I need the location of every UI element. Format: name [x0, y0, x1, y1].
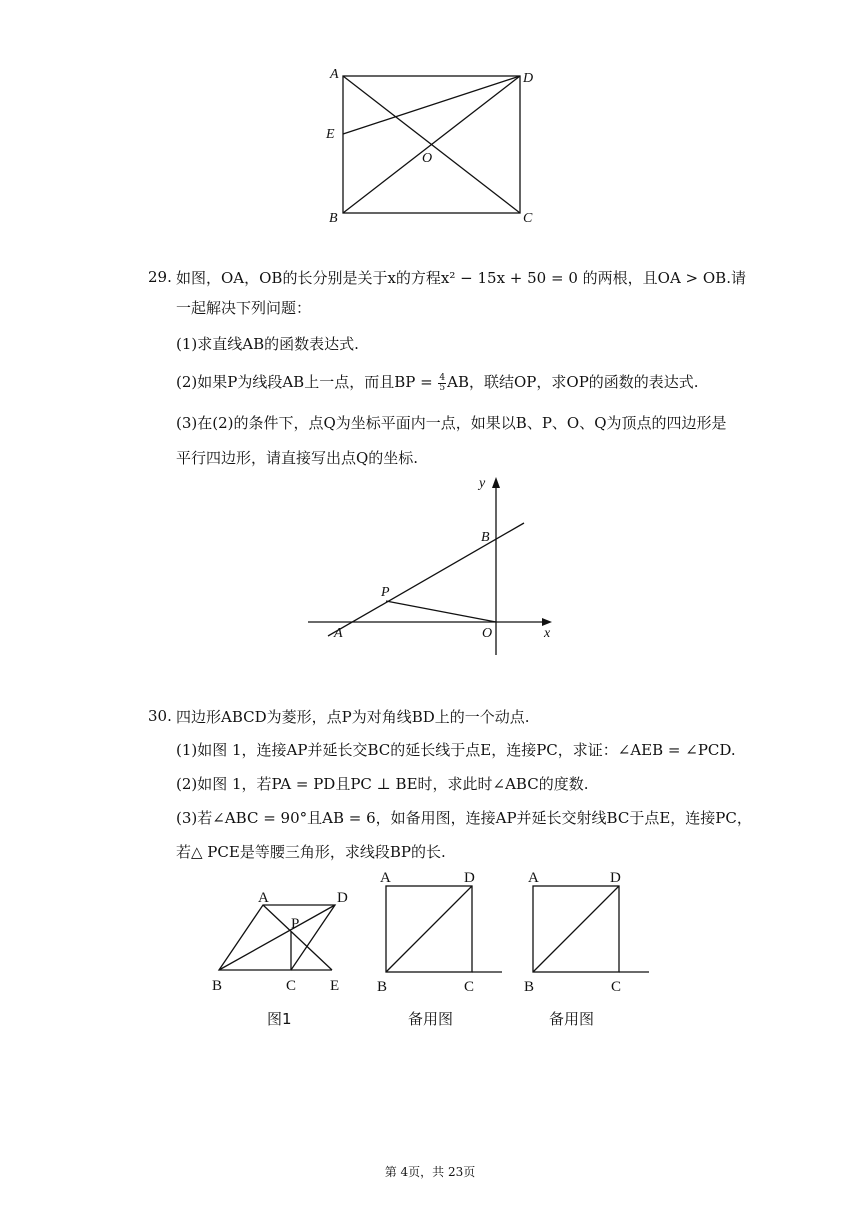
label-b: B — [212, 978, 223, 994]
problem-30-part2: (2)如图 1，若PA = PD且PC ⊥ BE时，求此时∠ABC的度数. — [176, 775, 589, 793]
label-p: P — [381, 585, 390, 600]
fraction-numerator: 4 — [439, 372, 446, 383]
problem-29-part2-after: AB，联结OP，求OP的函数的表达式. — [447, 373, 699, 391]
figure-1-rhombus — [205, 880, 365, 1000]
label-d: D — [337, 890, 348, 906]
diagonal-bd — [533, 886, 619, 972]
problem-30-intro: 四边形ABCD为菱形，点P为对角线BD上的一个动点. — [176, 708, 530, 726]
label-b: B — [524, 979, 535, 995]
label-a: A — [258, 890, 269, 906]
line-ab — [328, 523, 524, 636]
diagonal-bd — [386, 886, 472, 972]
problem-29-part3-line1: (3)在(2)的条件下，点Q为坐标平面内一点，如果以B、P、O、Q为顶点的四边形是 — [176, 414, 727, 432]
label-c: C — [611, 979, 622, 995]
diagonal-bd — [219, 905, 335, 970]
label-a: A — [330, 67, 339, 82]
fraction-denominator: 5 — [439, 382, 446, 393]
figure-spare-2-square — [520, 865, 655, 1000]
segment-ed — [343, 76, 520, 134]
problem-29-part3-line2: 平行四边形，请直接写出点Q的坐标. — [176, 449, 419, 467]
problem-29-intro-line1: 如图，OA，OB的长分别是关于x的方程x² − 15x + 50 = 0 的两根，且OA > OB.请 — [176, 269, 746, 287]
problem-30-part1: (1)如图 1，连接AP并延长交BC的延长线于点E，连接PC，求证：∠AEB = ∠PCD. — [176, 741, 736, 759]
problem-29-intro-line2: 一起解决下列问题： — [176, 299, 312, 317]
figure-rectangle-abcd — [320, 64, 550, 229]
problem-29-number: 29. — [148, 268, 172, 286]
label-d: D — [610, 870, 621, 886]
x-axis-arrow — [542, 618, 552, 626]
figure-spare-1-caption: 备用图 — [408, 1010, 454, 1028]
y-axis-arrow — [492, 477, 500, 488]
label-b: B — [329, 211, 338, 226]
label-a: A — [334, 626, 343, 641]
label-o: O — [482, 626, 493, 641]
label-y: y — [479, 476, 486, 491]
figure-spare-2-caption: 备用图 — [549, 1010, 595, 1028]
fraction-4-5 — [438, 374, 446, 393]
label-d: D — [464, 870, 475, 886]
label-e: E — [326, 127, 335, 142]
problem-30-number: 30. — [148, 707, 172, 725]
label-a: A — [528, 870, 539, 886]
problem-29-part2 — [176, 372, 699, 393]
problem-29-part2-before: (2)如果P为线段AB上一点，而且BP = — [176, 373, 438, 391]
label-b: B — [481, 530, 490, 545]
problem-30-part3-line1: (3)若∠ABC = 90°且AB = 6，如备用图，连接AP并延长交射线BC于点E，连接PC， — [176, 809, 752, 827]
label-o: O — [422, 151, 433, 166]
label-e: E — [330, 978, 340, 994]
label-d: D — [523, 71, 534, 86]
figure-spare-1-square — [375, 865, 510, 1000]
figure-1-caption: 图1 — [267, 1010, 292, 1028]
label-x: x — [544, 626, 551, 641]
label-c: C — [286, 978, 297, 994]
segment-op — [386, 601, 496, 622]
problem-29-part1: (1)求直线AB的函数表达式. — [176, 335, 359, 353]
problem-30-part3-line2: 若△ PCE是等腰三角形，求线段BP的长. — [176, 843, 446, 861]
label-c: C — [523, 211, 533, 226]
page-footer: 第 4页，共 23页 — [384, 1165, 476, 1179]
label-c: C — [464, 979, 475, 995]
label-p: P — [291, 916, 300, 932]
label-b: B — [377, 979, 388, 995]
label-a: A — [380, 870, 391, 886]
figure-coordinate-axes — [300, 470, 570, 665]
